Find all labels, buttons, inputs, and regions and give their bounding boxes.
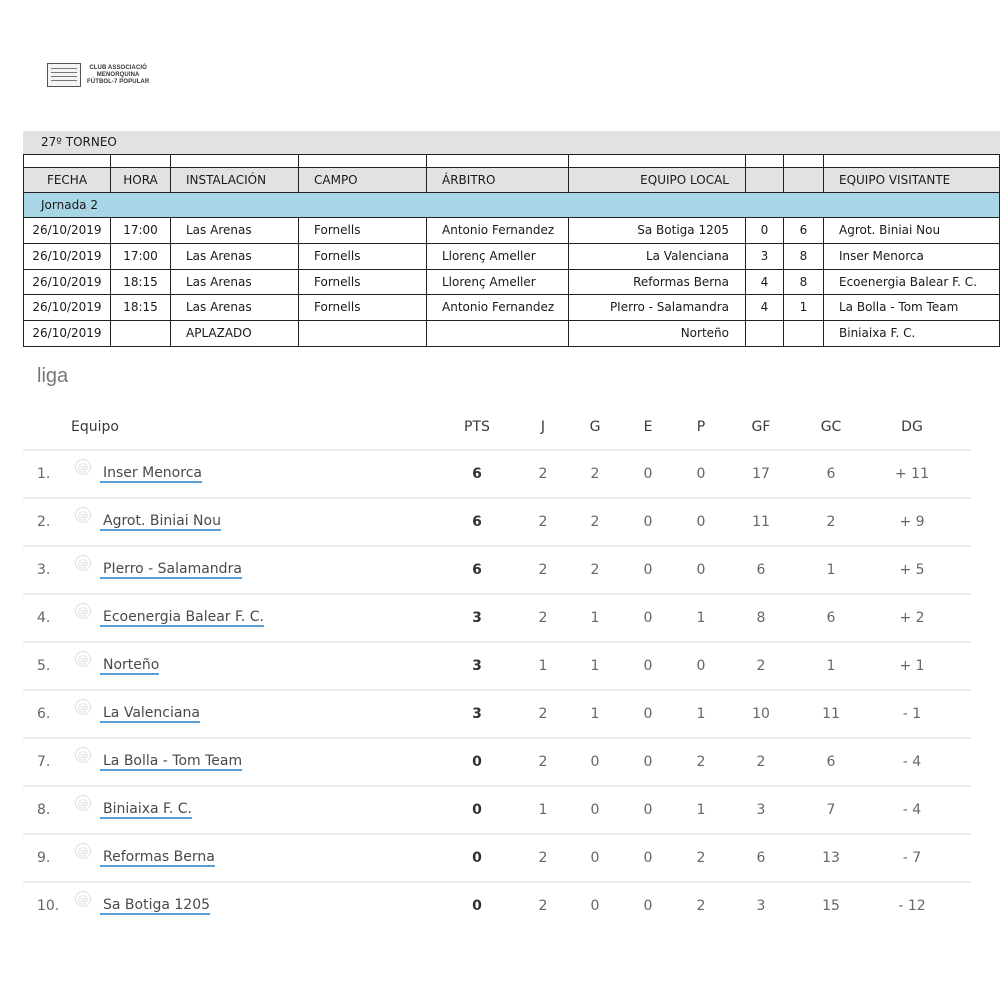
liga-title: liga [37, 365, 69, 387]
header-goals-visitor [784, 168, 824, 193]
standing-e: 0 [643, 898, 653, 914]
standing-g: 0 [590, 754, 600, 770]
schedule-header-row [23, 168, 1000, 193]
club-logo [47, 62, 149, 88]
match-arbitro: Antonio Fernandez [427, 218, 569, 244]
standing-g: 1 [590, 610, 600, 626]
standing-p: 1 [696, 802, 706, 818]
standing-g: 0 [590, 802, 600, 818]
header-fecha: FECHA [23, 168, 111, 193]
standings-row [23, 643, 971, 691]
match-instalacion: Las Arenas [171, 295, 299, 321]
standing-position: 5. [37, 658, 51, 674]
standing-position: 1. [37, 466, 51, 482]
match-fecha: 26/10/2019 [23, 218, 111, 244]
standings-row [23, 451, 971, 499]
match-instalacion: Las Arenas [171, 218, 299, 244]
standing-gf: 8 [756, 610, 766, 626]
standing-pts: 3 [472, 706, 482, 722]
standing-gc: 7 [826, 802, 836, 818]
match-row [23, 321, 1000, 347]
match-hora: 17:00 [111, 244, 171, 270]
standing-team-cell [71, 749, 444, 771]
standings-row [23, 787, 971, 835]
standing-dg: + 9 [899, 514, 925, 530]
match-hora: 17:00 [111, 218, 171, 244]
standings-row [23, 499, 971, 547]
header-equipo-local: EQUIPO LOCAL [569, 168, 746, 193]
team-link[interactable]: Norteño [100, 657, 159, 675]
match-arbitro: Antonio Fernandez [427, 295, 569, 321]
header-p: P [696, 419, 706, 435]
standing-dg: - 4 [902, 754, 922, 770]
standing-gf: 11 [752, 514, 770, 530]
standing-team-cell [71, 509, 444, 531]
standing-dg: + 1 [899, 658, 925, 674]
logo-line-1: CLUB ASSOCIACIÓ [89, 64, 147, 71]
header-j: J [540, 419, 546, 435]
standing-p: 1 [696, 610, 706, 626]
match-goals-local: 4 [746, 295, 784, 321]
standing-position: 4. [37, 610, 51, 626]
standing-p: 0 [696, 658, 706, 674]
standing-j: 2 [538, 706, 548, 722]
standing-team-cell [71, 653, 444, 675]
standing-team-cell [71, 845, 444, 867]
standing-g: 0 [590, 898, 600, 914]
jornada-label: Jornada 2 [23, 193, 1000, 218]
match-goals-local: 0 [746, 218, 784, 244]
match-goals-visitor: 8 [784, 244, 824, 270]
standings-row [23, 883, 971, 929]
match-equipo-visitante: La Bolla - Tom Team [824, 295, 1000, 321]
standings-row [23, 691, 971, 739]
header-dg: DG [901, 419, 923, 435]
match-fecha: 26/10/2019 [23, 244, 111, 270]
header-goals-local [746, 168, 784, 193]
standing-e: 0 [643, 658, 653, 674]
standing-p: 0 [696, 514, 706, 530]
standing-p: 0 [696, 466, 706, 482]
standing-gc: 2 [826, 514, 836, 530]
standings-row [23, 547, 971, 595]
match-goals-visitor: 1 [784, 295, 824, 321]
standing-pts: 3 [472, 610, 482, 626]
standing-j: 2 [538, 562, 548, 578]
match-equipo-visitante: Biniaixa F. C. [824, 321, 1000, 347]
team-crest-icon: @ [75, 651, 91, 667]
standing-team-cell [71, 893, 444, 915]
schedule-spacer-row [23, 154, 1000, 168]
match-goals-local: 3 [746, 244, 784, 270]
torneo-title: 27º TORNEO [23, 131, 1000, 154]
standing-pts: 0 [472, 754, 482, 770]
match-campo: Fornells [299, 295, 427, 321]
standing-team-cell [71, 701, 444, 723]
match-campo [299, 321, 427, 347]
match-goals-visitor: 6 [784, 218, 824, 244]
standing-pts: 0 [472, 850, 482, 866]
match-campo: Fornells [299, 244, 427, 270]
team-link[interactable]: Ecoenergia Balear F. C. [100, 609, 264, 627]
standing-gf: 6 [756, 562, 766, 578]
header-equipo-visitante: EQUIPO VISITANTE [824, 168, 1000, 193]
team-crest-icon: @ [75, 795, 91, 811]
standings-rows [23, 451, 971, 929]
standing-pts: 0 [472, 898, 482, 914]
standing-pts: 3 [472, 658, 482, 674]
standing-p: 0 [696, 562, 706, 578]
header-pts: PTS [464, 419, 490, 435]
standing-g: 0 [590, 850, 600, 866]
standing-g: 2 [590, 514, 600, 530]
standing-gc: 6 [826, 466, 836, 482]
team-crest-icon: @ [75, 747, 91, 763]
standing-j: 2 [538, 466, 548, 482]
logo-line-2: MENORQUINA [96, 71, 140, 78]
match-goals-local [746, 321, 784, 347]
standing-position: 10. [37, 898, 60, 914]
standing-pts: 0 [472, 802, 482, 818]
standing-e: 0 [643, 754, 653, 770]
match-goals-visitor [784, 321, 824, 347]
team-link[interactable]: Sa Botiga 1205 [100, 897, 210, 915]
header-hora: HORA [111, 168, 171, 193]
standing-dg: - 1 [902, 706, 922, 722]
match-equipo-visitante: Ecoenergia Balear F. C. [824, 270, 1000, 296]
match-rows [23, 218, 1000, 347]
standing-e: 0 [643, 802, 653, 818]
schedule-table [23, 131, 1000, 347]
standings-row [23, 595, 971, 643]
standing-j: 1 [538, 802, 548, 818]
team-crest-icon: @ [75, 699, 91, 715]
standing-gf: 2 [756, 754, 766, 770]
standing-team-cell [71, 605, 444, 627]
club-stamp-logo-icon [47, 63, 81, 87]
standing-g: 1 [590, 706, 600, 722]
match-row [23, 295, 1000, 321]
standing-gc: 13 [822, 850, 840, 866]
match-instalacion: Las Arenas [171, 244, 299, 270]
match-campo: Fornells [299, 218, 427, 244]
match-equipo-visitante: Agrot. Biniai Nou [824, 218, 1000, 244]
header-equipo: Equipo [71, 419, 119, 435]
standing-dg: - 7 [902, 850, 922, 866]
club-logo-text [87, 65, 149, 86]
standing-j: 2 [538, 898, 548, 914]
standing-gc: 6 [826, 610, 836, 626]
standing-j: 2 [538, 754, 548, 770]
match-equipo-local: Norteño [569, 321, 746, 347]
standing-gc: 1 [826, 562, 836, 578]
match-equipo-local: PIerro - Salamandra [569, 295, 746, 321]
match-row [23, 218, 1000, 244]
standing-position: 9. [37, 850, 51, 866]
standing-g: 2 [590, 562, 600, 578]
team-link[interactable]: La Valenciana [100, 705, 200, 723]
team-link[interactable]: Reformas Berna [100, 849, 215, 867]
standing-p: 2 [696, 754, 706, 770]
match-equipo-local: La Valenciana [569, 244, 746, 270]
header-g: G [589, 419, 601, 435]
logo-line-3: FÚTBOL-7 POPULAR [87, 78, 150, 85]
standing-g: 2 [590, 466, 600, 482]
match-fecha: 26/10/2019 [23, 295, 111, 321]
standing-gf: 3 [756, 898, 766, 914]
match-hora [111, 321, 171, 347]
header-campo: CAMPO [299, 168, 427, 193]
standing-j: 2 [538, 850, 548, 866]
standing-dg: - 4 [902, 802, 922, 818]
standing-e: 0 [643, 562, 653, 578]
standing-j: 2 [538, 514, 548, 530]
standing-p: 2 [696, 850, 706, 866]
team-link[interactable]: Agrot. Biniai Nou [100, 513, 221, 531]
standing-gf: 6 [756, 850, 766, 866]
standing-e: 0 [643, 610, 653, 626]
standing-p: 1 [696, 706, 706, 722]
match-arbitro [427, 321, 569, 347]
standing-pts: 6 [472, 514, 482, 530]
standing-pts: 6 [472, 466, 482, 482]
standings-row [23, 739, 971, 787]
standing-dg: - 12 [898, 898, 926, 914]
standing-gc: 11 [822, 706, 840, 722]
standing-gf: 10 [752, 706, 770, 722]
team-crest-icon: @ [75, 507, 91, 523]
team-crest-icon: @ [75, 555, 91, 571]
standing-j: 2 [538, 610, 548, 626]
standing-position: 8. [37, 802, 51, 818]
standing-position: 3. [37, 562, 51, 578]
match-equipo-local: Reformas Berna [569, 270, 746, 296]
match-instalacion: Las Arenas [171, 270, 299, 296]
team-crest-icon: @ [75, 603, 91, 619]
standings-row [23, 835, 971, 883]
team-link[interactable]: PIerro - Salamandra [100, 561, 242, 579]
standing-dg: + 2 [899, 610, 925, 626]
team-link[interactable]: La Bolla - Tom Team [100, 753, 242, 771]
standing-e: 0 [643, 466, 653, 482]
match-campo: Fornells [299, 270, 427, 296]
standing-team-cell [71, 797, 444, 819]
header-instalacion: INSTALACIÓN [171, 168, 299, 193]
standing-g: 1 [590, 658, 600, 674]
match-goals-visitor: 8 [784, 270, 824, 296]
match-arbitro: Llorenç Ameller [427, 244, 569, 270]
team-crest-icon: @ [75, 459, 91, 475]
standing-e: 0 [643, 850, 653, 866]
match-row [23, 270, 1000, 296]
standing-j: 1 [538, 658, 548, 674]
team-link[interactable]: Inser Menorca [100, 465, 202, 483]
header-e: E [643, 419, 653, 435]
standing-gc: 1 [826, 658, 836, 674]
match-equipo-local: Sa Botiga 1205 [569, 218, 746, 244]
standing-team-cell [71, 461, 444, 483]
standing-e: 0 [643, 706, 653, 722]
standing-p: 2 [696, 898, 706, 914]
standings-table [23, 405, 971, 929]
standing-gc: 6 [826, 754, 836, 770]
match-instalacion: APLAZADO [171, 321, 299, 347]
standing-position: 6. [37, 706, 51, 722]
standing-position: 7. [37, 754, 51, 770]
match-hora: 18:15 [111, 295, 171, 321]
standing-gc: 15 [822, 898, 840, 914]
team-crest-icon: @ [75, 843, 91, 859]
header-arbitro: ÁRBITRO [427, 168, 569, 193]
standing-e: 0 [643, 514, 653, 530]
match-fecha: 26/10/2019 [23, 321, 111, 347]
standing-team-cell [71, 557, 444, 579]
standings-header-row [23, 405, 971, 451]
standing-pts: 6 [472, 562, 482, 578]
match-arbitro: Llorenç Ameller [427, 270, 569, 296]
match-equipo-visitante: Inser Menorca [824, 244, 1000, 270]
standing-gf: 2 [756, 658, 766, 674]
team-link[interactable]: Biniaixa F. C. [100, 801, 192, 819]
standing-gf: 17 [752, 466, 770, 482]
standing-dg: + 11 [895, 466, 929, 482]
match-goals-local: 4 [746, 270, 784, 296]
header-gf: GF [751, 419, 771, 435]
standing-gf: 3 [756, 802, 766, 818]
match-hora: 18:15 [111, 270, 171, 296]
team-crest-icon: @ [75, 891, 91, 907]
match-fecha: 26/10/2019 [23, 270, 111, 296]
standing-dg: + 5 [899, 562, 925, 578]
match-row [23, 244, 1000, 270]
header-gc: GC [820, 419, 842, 435]
standing-position: 2. [37, 514, 51, 530]
